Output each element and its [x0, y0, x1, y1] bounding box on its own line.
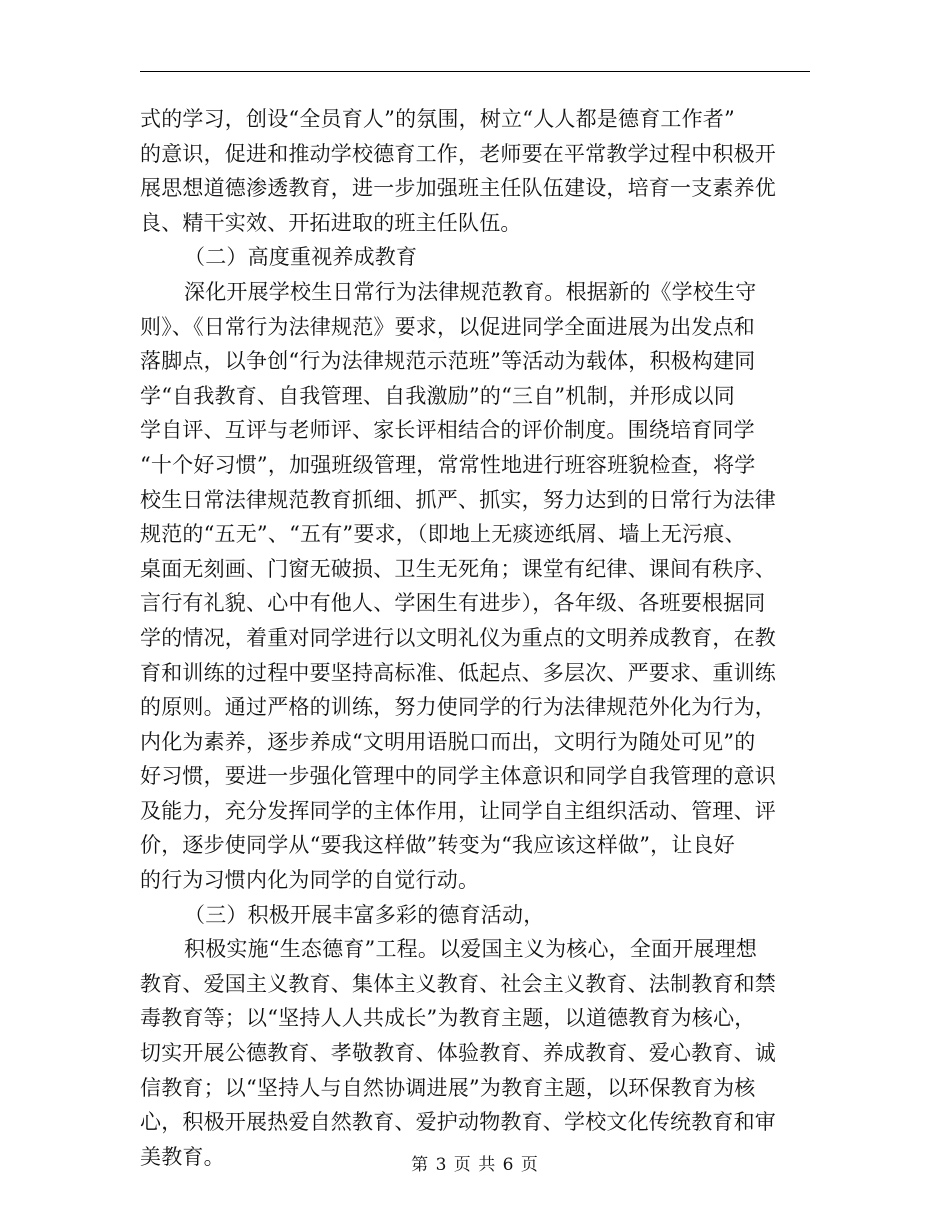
document-body — [140, 102, 830, 1174]
text-line: 落脚点，以争创“行为法律规范示范班”等活动为载体，积极构建同 — [140, 349, 756, 374]
text-line: 学自评、互评与老师评、家长评相结合的评价制度。围绕培育同学 — [140, 418, 755, 443]
page-number: 第 3 页 共 6 页 — [411, 1155, 539, 1175]
text-line: 学的情况，着重对同学进行以文明礼仪为重点的文明养成教育，在教 — [140, 625, 776, 650]
text-line: 内化为素养，逐步养成“文明用语脱口而出，文明行为随处可见”的 — [140, 729, 756, 754]
text-line: 美教育。 — [140, 1144, 225, 1169]
text-line: 深化开展学校生日常行为法律规范教育。根据新的《学校生守 — [184, 279, 757, 304]
text-line: （三）积极开展丰富多彩的德育活动， — [184, 902, 545, 927]
text-line: 桌面无刻画、门窗无破损、卫生无死角；课堂有纪律、课间有秩序、 — [140, 556, 776, 581]
text-line: 学“自我教育、自我管理、自我激励”的“三自”机制，并形成以同 — [140, 383, 735, 408]
text-line: 规范的“五无”、“五有”要求，（即地上无痰迹纸屑、墙上无污痕、 — [140, 522, 746, 547]
text-line: 良、精干实效、开拓进取的班主任队伍。 — [140, 210, 522, 235]
text-line: 展思想道德渗透教育，进一步加强班主任队伍建设，培育一支素养优 — [140, 176, 776, 201]
text-line: （二）高度重视养成教育 — [184, 245, 418, 270]
text-line: 育和训练的过程中要坚持高标准、低起点、多层次、严要求、重训练 — [140, 660, 776, 685]
text-line: 则》、《日常行为法律规范》要求，以促进同学全面进展为出发点和 — [140, 314, 755, 339]
text-line: 信教育；以“坚持人与自然协调进展”为教育主题，以环保教育为核 — [140, 1075, 756, 1100]
text-line: 教育、爱国主义教育、集体主义教育、社会主义教育、法制教育和禁 — [140, 971, 776, 996]
text-line: 心，积极开展热爱自然教育、爱护动物教育、学校文化传统教育和审 — [140, 1110, 776, 1135]
text-line: 的行为习惯内化为同学的自觉行动。 — [140, 868, 480, 893]
text-line: 校生日常法律规范教育抓细、抓严、抓实，努力达到的日常行为法律 — [140, 487, 776, 512]
text-line: 价，逐步使同学从“要我这样做”转变为“我应该这样做”，让良好 — [140, 833, 735, 858]
text-line: 式的学习，创设“全员育人”的氛围，树立“人人都是德育工作者” — [140, 107, 735, 131]
text-line: “十个好习惯”，加强班级管理，常常性地进行班容班貌检查，将学 — [140, 452, 756, 477]
text-line: 及能力，充分发挥同学的主体作用，让同学自主组织活动、管理、评 — [140, 798, 776, 823]
text-line: 的原则。通过严格的训练，努力使同学的行为法律规范外化为行为， — [140, 695, 776, 720]
text-line: 切实开展公德教育、孝敬教育、体验教育、养成教育、爱心教育、诚 — [140, 1041, 776, 1066]
text-line: 积极实施“生态德育”工程。以爱国主义为核心，全面开展理想 — [184, 937, 758, 962]
text-line: 言行有礼貌、心中有他人、学困生有进步），各年级、各班要根据同 — [140, 591, 766, 616]
header-rule — [140, 71, 810, 72]
text-line: 好习惯，要进一步强化管理中的同学主体意识和同学自我管理的意识 — [140, 764, 776, 789]
text-line: 毒教育等；以“坚持人人共成长”为教育主题，以道德教育为核心， — [140, 1006, 756, 1031]
text-line: 的意识，促进和推动学校德育工作，老师要在平常教学过程中积极开 — [140, 141, 776, 166]
